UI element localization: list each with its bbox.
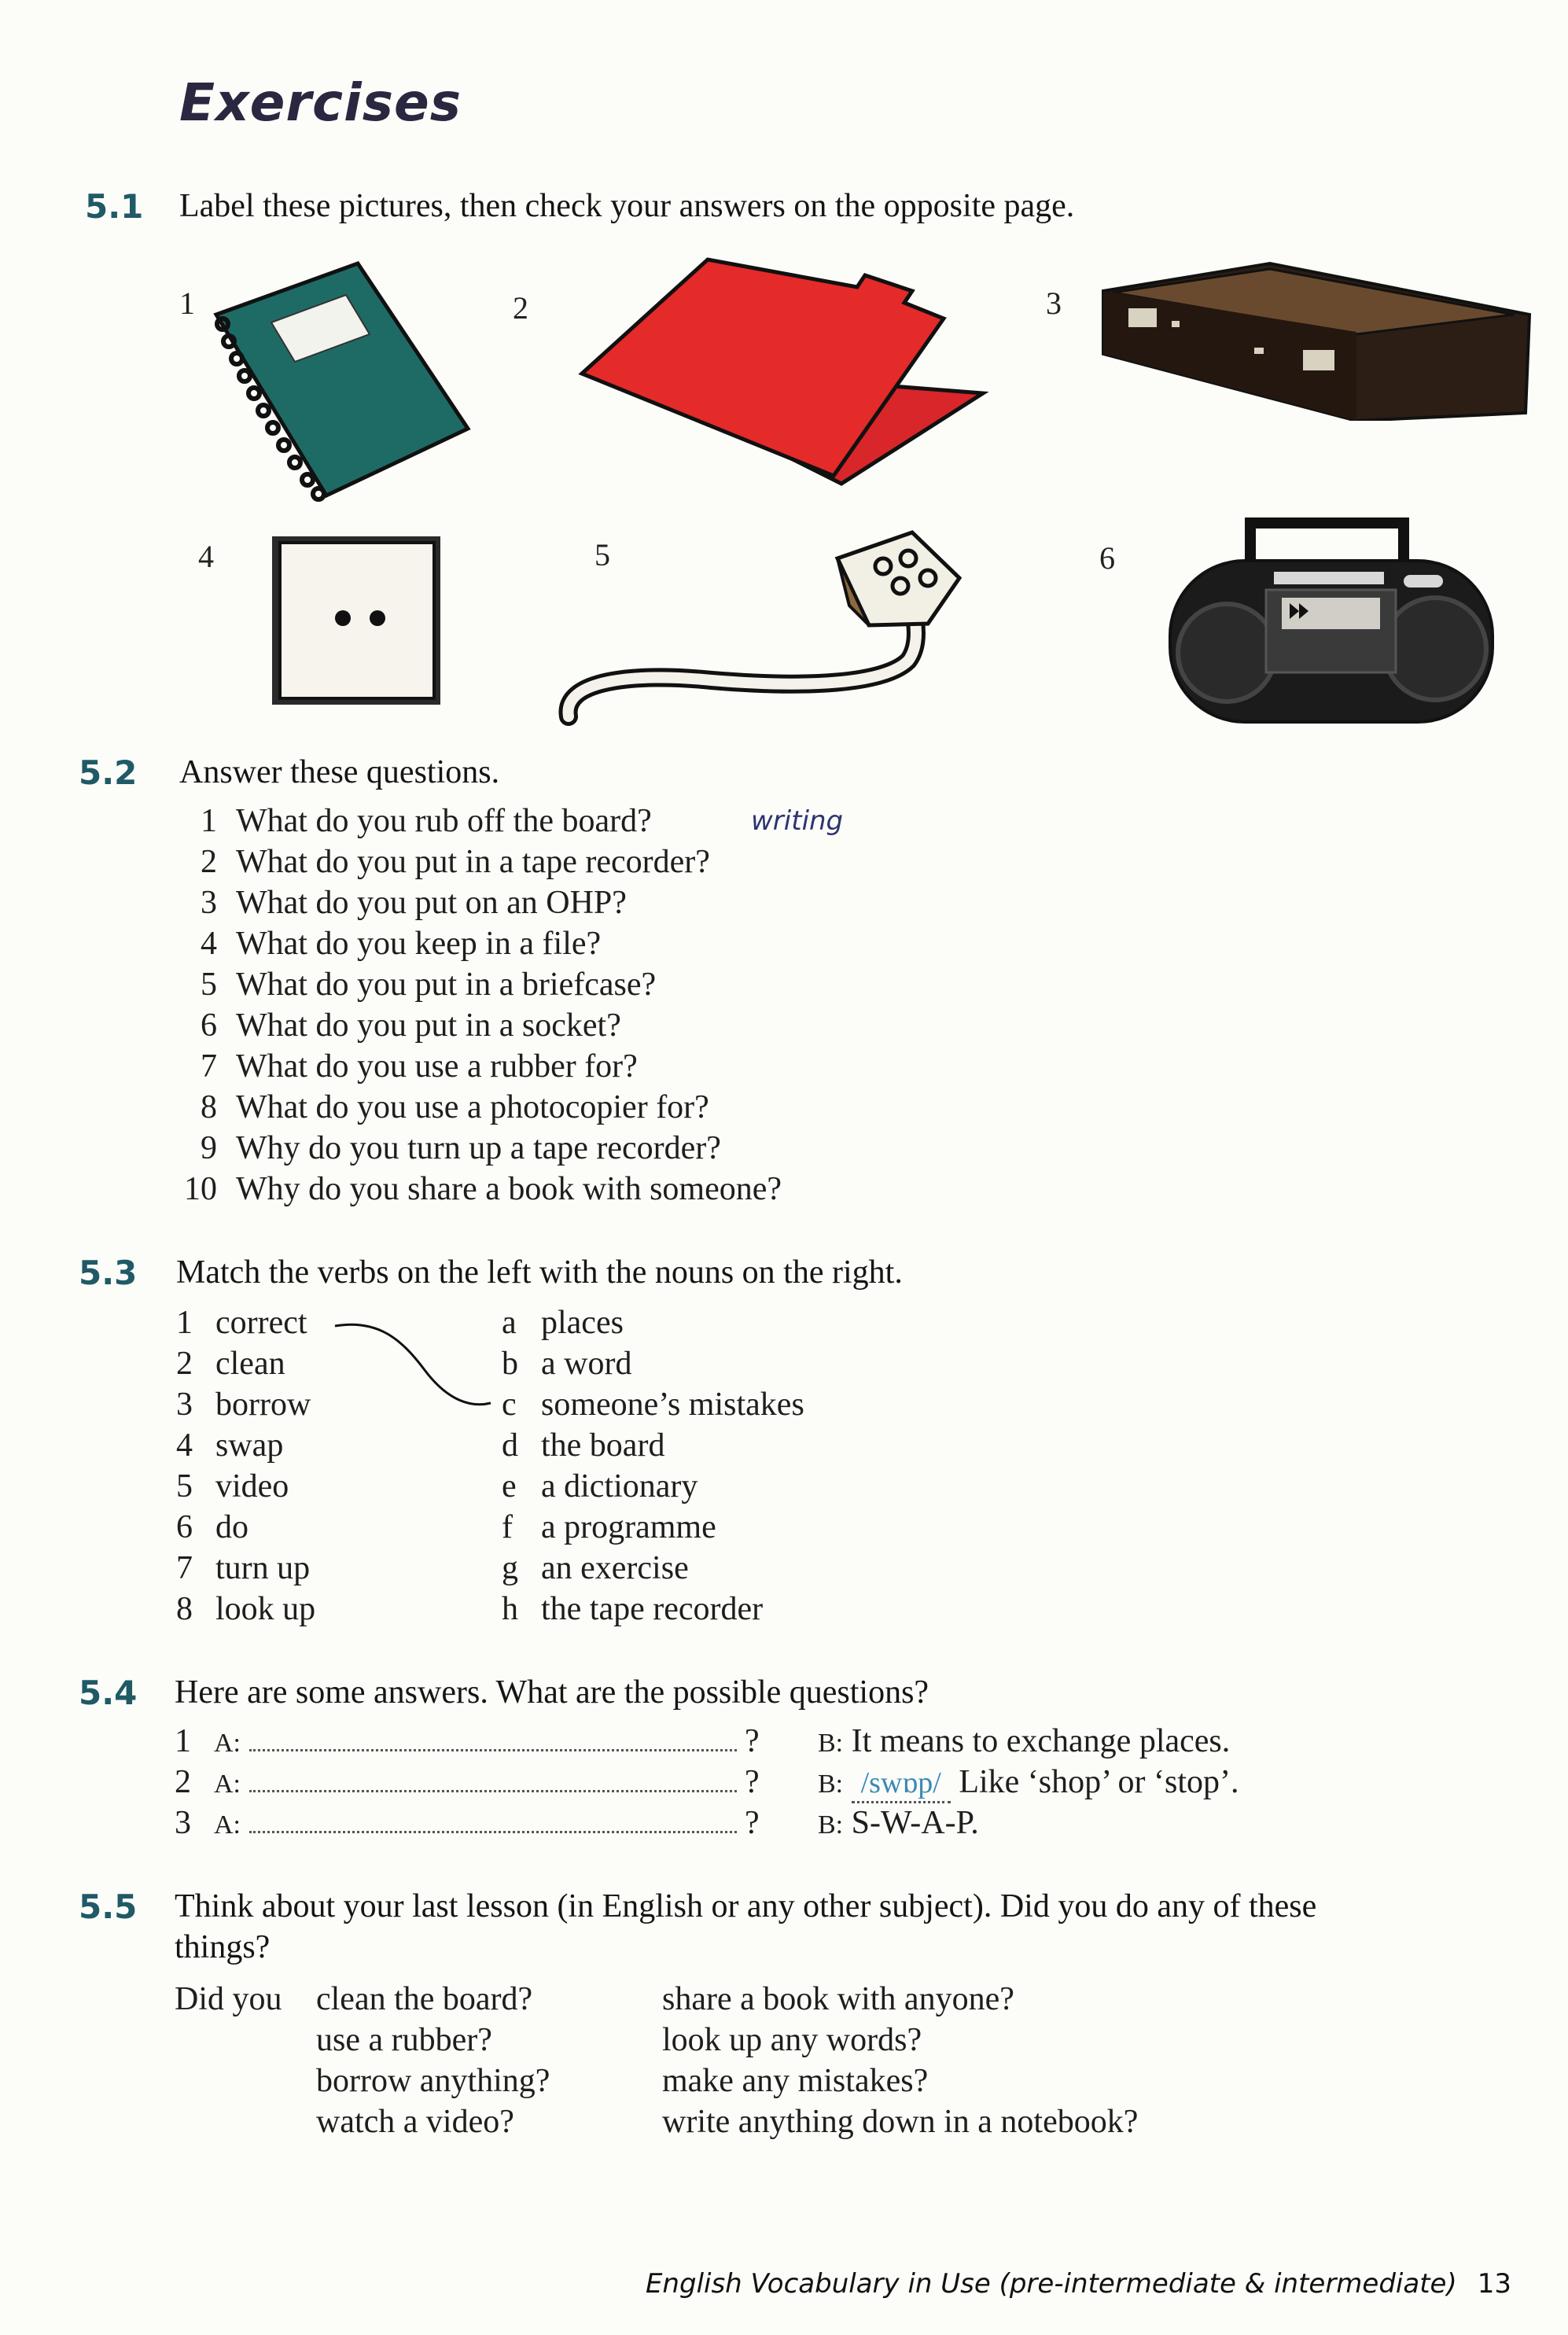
noun-item: a places (502, 1305, 624, 1341)
picture-number: 2 (513, 290, 528, 326)
list-item: write anything down in a notebook? (662, 2104, 1139, 2140)
plug-icon (554, 523, 967, 735)
verb-item: 8 look up (176, 1591, 316, 1627)
list-item (175, 1048, 638, 1085)
list-item (175, 802, 652, 840)
verb-item: 5 video (176, 1468, 289, 1504)
question-text: What do you rub off the board? (236, 803, 652, 839)
question-text: What do you put on an OHP? (236, 885, 627, 921)
noun-item: h the tape recorder (502, 1591, 764, 1627)
lead-text: Did you (175, 1981, 282, 2017)
answer-blank (249, 1749, 737, 1751)
response-row: B: S-W-A-P. (818, 1805, 979, 1841)
exercise-instruction: Match the verbs on the left with the nouns on the right. (176, 1254, 903, 1291)
list-item: watch a video? (316, 2104, 514, 2140)
briefcase-icon (1097, 260, 1537, 421)
noun-item: d the board (502, 1427, 665, 1464)
picture-number: 4 (198, 539, 214, 574)
verb-item: 1 correct (176, 1305, 307, 1341)
list-item (175, 884, 627, 922)
verb-item: 6 do (176, 1509, 248, 1545)
exercise-instruction: Label these pictures, then check your answers on the opposite page. (179, 188, 1075, 224)
question-text: What do you use a rubber for? (236, 1048, 638, 1085)
exercise-instruction: Here are some answers. What are the possible questions? (175, 1674, 929, 1711)
handwritten-answer: writing (751, 805, 844, 837)
noun-item: e a dictionary (502, 1468, 698, 1504)
list-item (175, 843, 710, 881)
list-item: use a rubber? (316, 2022, 492, 2058)
response-row: B: It means to exchange places. (818, 1723, 1231, 1759)
verb-item: 2 clean (176, 1346, 285, 1382)
list-item (175, 925, 601, 963)
list-item: share a book with anyone? (662, 1981, 1014, 2017)
question-text: What do you put in a briefcase? (236, 967, 657, 1003)
noun-item: f a programme (502, 1509, 716, 1545)
answer-blank (249, 1831, 737, 1833)
list-item: borrow anything? (316, 2063, 550, 2099)
list-item (175, 1170, 782, 1208)
answer-row: 2 A: ? (175, 1764, 760, 1800)
verb-item: 3 borrow (176, 1387, 311, 1423)
list-item: make any mistakes? (662, 2063, 929, 2099)
list-item: look up any words? (662, 2022, 922, 2058)
question-number: 9 (201, 1130, 217, 1166)
exercise-instruction: things? (175, 1929, 271, 1965)
exercise-number: 5.2 (79, 753, 138, 792)
notebook-icon (201, 260, 476, 507)
picture-number: 1 (179, 285, 195, 321)
question-text: Why do you turn up a tape recorder? (236, 1130, 721, 1166)
file-folder-icon (574, 256, 991, 492)
question-number: 3 (201, 885, 217, 921)
question-text: What do you put in a tape recorder? (236, 844, 710, 880)
list-item (175, 1129, 721, 1167)
noun-item: b a word (502, 1346, 632, 1382)
answer-row: 1 A: ? (175, 1723, 760, 1759)
book-title: English Vocabulary in Use (pre-intermediate & intermediate) (645, 2268, 1457, 2300)
question-number: 6 (201, 1007, 217, 1044)
phonetic-answer: /swɒp/ (860, 1766, 941, 1799)
page-title: Exercises (179, 72, 462, 133)
question-text: Why do you share a book with someone? (236, 1171, 782, 1207)
question-number: 2 (201, 844, 217, 880)
page-footer (646, 2268, 1511, 2300)
verb-item: 7 turn up (176, 1550, 311, 1586)
exercise-number: 5.1 (85, 187, 144, 226)
verb-item: 4 swap (176, 1427, 284, 1464)
picture-number: 6 (1099, 540, 1115, 576)
exercise-number: 5.4 (79, 1674, 138, 1712)
list-item: clean the board? (316, 1981, 533, 2017)
question-text: What do you use a photocopier for? (236, 1089, 709, 1125)
question-number: 7 (201, 1048, 217, 1085)
answer-row: 3 A: ? (175, 1805, 760, 1841)
socket-icon (267, 533, 448, 710)
list-item (175, 1088, 709, 1126)
tape-recorder-icon (1164, 515, 1498, 731)
answer-blank (249, 1790, 737, 1792)
question-number: 4 (201, 926, 217, 962)
page-number: 13 (1477, 2268, 1511, 2300)
exercise-number: 5.5 (79, 1888, 138, 1926)
match-line (330, 1315, 497, 1412)
question-text: What do you put in a socket? (236, 1007, 621, 1044)
exercise-number: 5.3 (79, 1254, 138, 1292)
question-number: 8 (201, 1089, 217, 1125)
list-item (175, 966, 656, 1004)
exercise-instruction: Answer these questions. (179, 754, 500, 790)
exercise-instruction: Think about your last lesson (in English or any other subject). Did you do any of these (175, 1888, 1317, 1924)
noun-item: g an exercise (502, 1550, 689, 1586)
question-number: 10 (184, 1171, 217, 1207)
picture-number: 3 (1046, 285, 1062, 321)
list-item (175, 1007, 621, 1044)
question-number: 5 (201, 967, 217, 1003)
response-row: B: /swɒp/ Like ‘shop’ or ‘stop’. (818, 1763, 1239, 1803)
picture-number: 5 (594, 537, 610, 573)
question-number: 1 (201, 803, 217, 839)
noun-item: c someone’s mistakes (502, 1387, 804, 1423)
question-text: What do you keep in a file? (236, 926, 602, 962)
